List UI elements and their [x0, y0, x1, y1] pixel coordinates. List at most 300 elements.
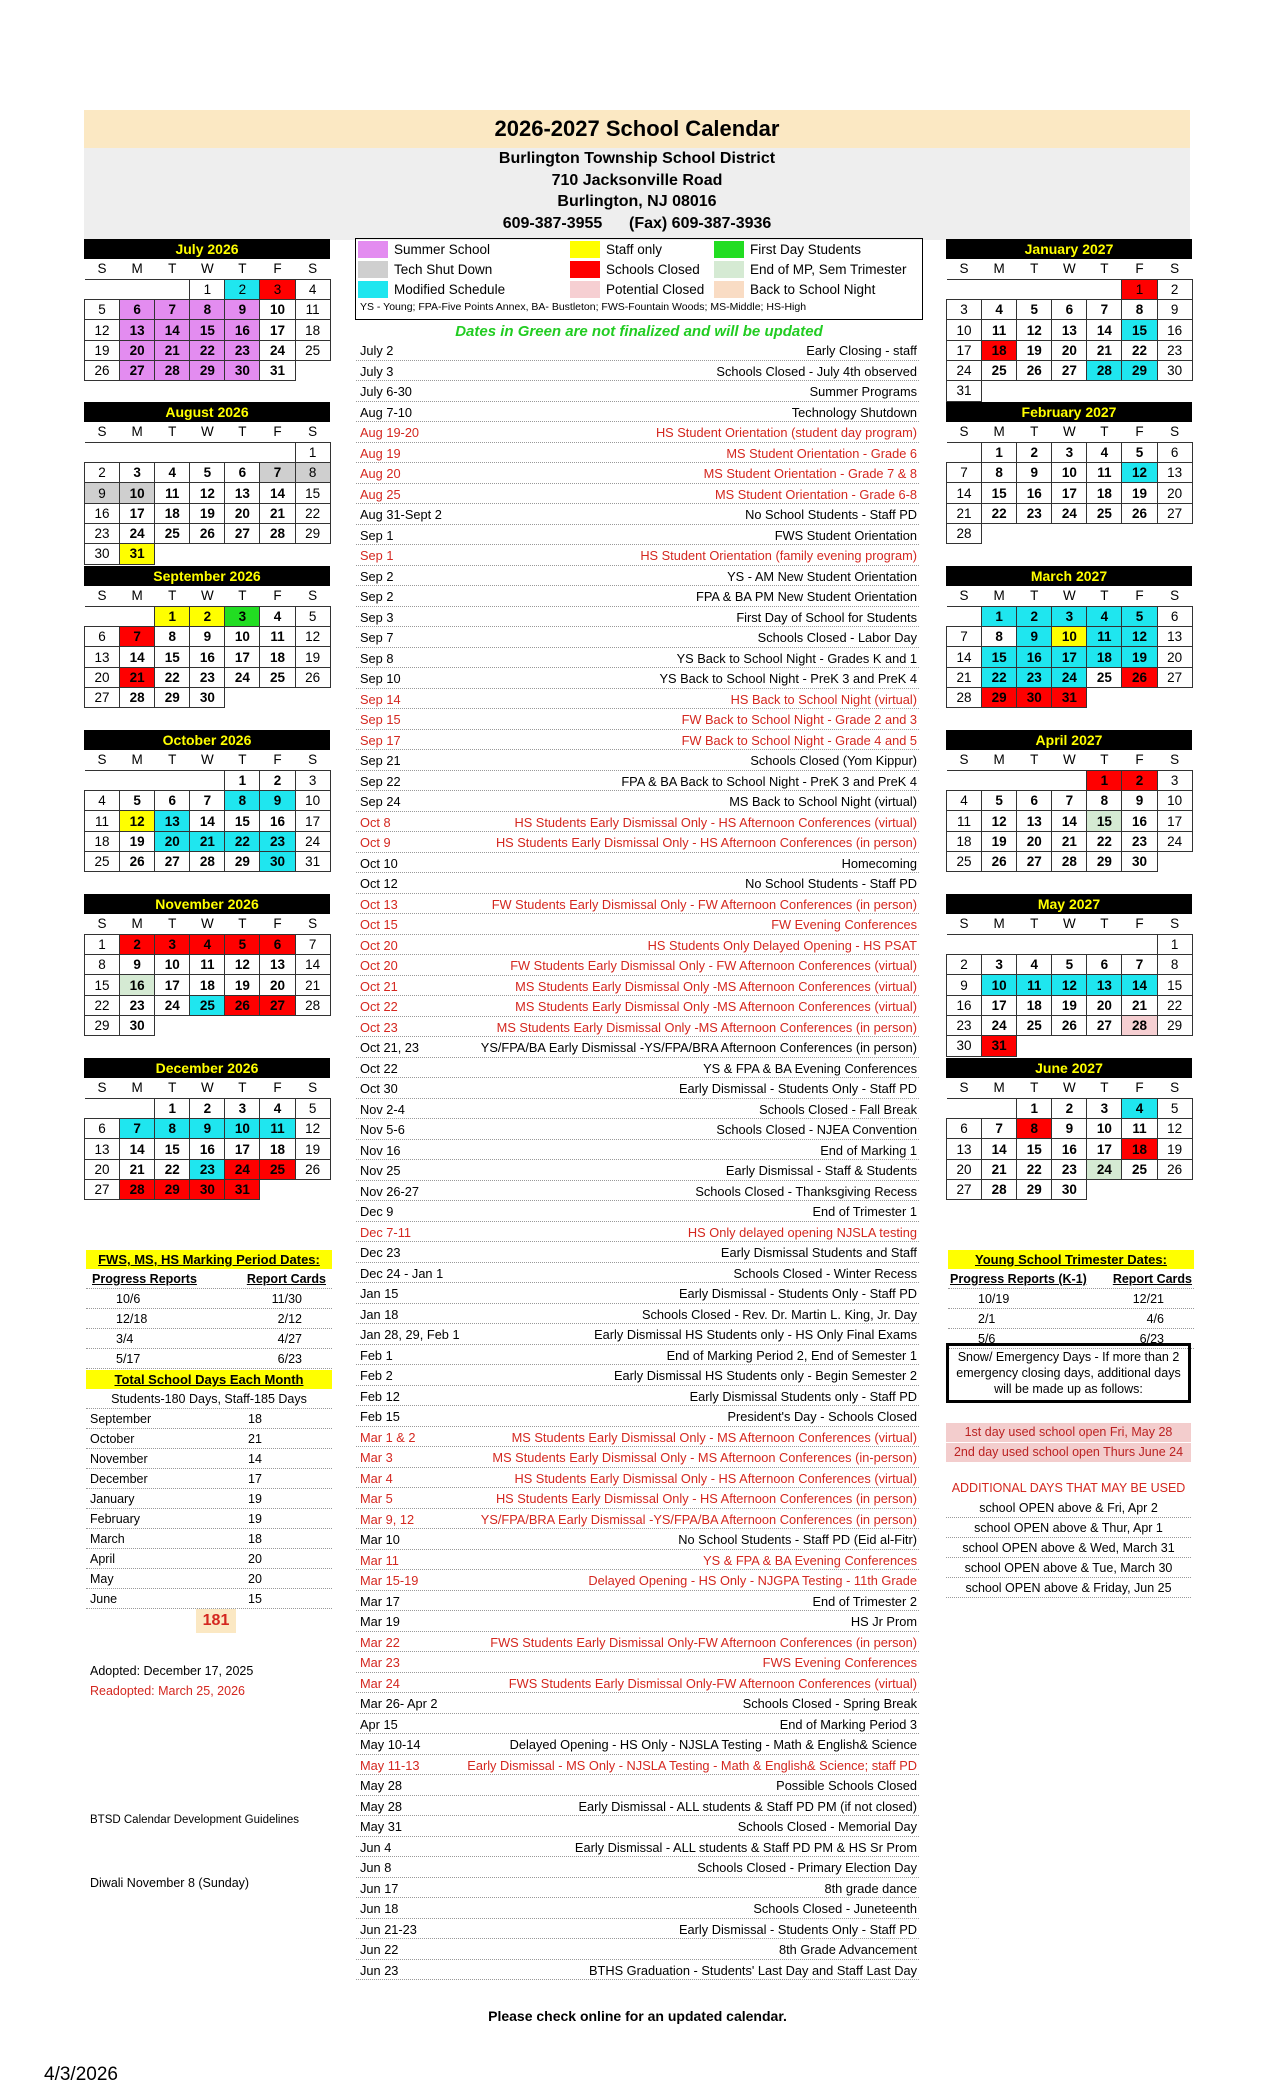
event-row	[356, 1775, 919, 1796]
event-desc: Early Dismissal - ALL students & Staff PD PM (if not closed)	[578, 1798, 917, 1814]
event-row	[356, 1365, 919, 1386]
calendar-day: 11	[85, 811, 120, 831]
calendar-day: 24	[225, 667, 260, 687]
young-title: Young School Trimester Dates:	[948, 1250, 1194, 1269]
weekday-header: F	[260, 750, 295, 770]
event-row	[356, 1816, 919, 1837]
calendar-day: 13	[260, 955, 295, 975]
weekday-header: T	[225, 422, 260, 442]
event-row	[356, 1611, 919, 1632]
address-line-1: 710 Jacksonville Road	[551, 171, 723, 189]
event-desc: FWS Students Early Dismissal Only-FW Afternoon Conferences (in person)	[490, 1634, 917, 1650]
event-row	[356, 689, 919, 710]
event-row	[356, 996, 919, 1017]
event-row	[356, 361, 919, 382]
event-date: Nov 25	[360, 1163, 401, 1178]
cell: 20	[248, 1572, 262, 1586]
calendar-day: 24	[225, 1159, 260, 1179]
weekday-header: S	[1157, 259, 1192, 279]
calendar-day: 16	[190, 1139, 225, 1159]
weekday-header: W	[1052, 750, 1087, 770]
calendar-day: 25	[295, 340, 330, 360]
month-calendar-mar	[946, 566, 1192, 708]
calendar-day: 5	[1052, 955, 1087, 975]
table-row	[86, 1349, 332, 1369]
weekday-header: M	[982, 1078, 1017, 1098]
calendar-day: 25	[1017, 1015, 1052, 1035]
weekday-header: T	[225, 914, 260, 934]
event-date: Mar 22	[360, 1634, 400, 1650]
calendar-day: 9	[947, 975, 982, 995]
event-row	[356, 1160, 919, 1181]
calendar-day: 23	[1017, 667, 1052, 687]
calendar-day: 9	[1017, 463, 1052, 483]
calendar-day: 12	[295, 1119, 330, 1139]
event-desc: MS Student Orientation - Grade 6-8	[714, 486, 917, 502]
event-date: Nov 2-4	[360, 1101, 405, 1117]
event-desc: HS Jr Prom	[850, 1614, 917, 1629]
calendar-day: 22	[1157, 995, 1192, 1015]
event-desc: MS Students Early Dismissal Only -MS Afternoon Conferences (in person)	[496, 1019, 917, 1035]
calendar-day: 21	[295, 975, 330, 995]
event-date: Jun 22	[360, 1942, 399, 1957]
calendar-day: 15	[1157, 975, 1192, 995]
weekday-header: M	[982, 259, 1017, 279]
calendar-day: 6	[120, 300, 155, 320]
calendar-day: 2	[1017, 606, 1052, 626]
calendar-day: 5	[225, 934, 260, 954]
event-desc: Delayed Opening - HS Only - NJSLA Testing - Math & English& Science	[509, 1737, 917, 1752]
calendar-day: 3	[1052, 606, 1087, 626]
calendar-day: 21	[190, 831, 225, 851]
event-date: Mar 9, 12	[360, 1511, 415, 1527]
event-desc: Early Dismissal Students and Staff	[720, 1245, 917, 1260]
calendar-day: 31	[1052, 687, 1087, 707]
calendar-day: 20	[155, 831, 190, 851]
cell: December	[90, 1472, 148, 1486]
event-desc: HS Back to School Night (virtual)	[730, 691, 917, 707]
calendar-day: 30	[190, 687, 225, 707]
event-date: Sep 15	[360, 712, 401, 727]
calendar-day: 29	[225, 851, 260, 871]
weekday-header: S	[295, 259, 330, 279]
calendar-day: 3	[295, 770, 330, 790]
calendar-day: 16	[260, 811, 295, 831]
calendar-day: 3	[155, 934, 190, 954]
calendar-day: 9	[120, 955, 155, 975]
calendar-day: 10	[1087, 1119, 1122, 1139]
calendar-day: 23	[1122, 831, 1157, 851]
calendar-day: 20	[947, 1159, 982, 1179]
calendar-day: 3	[225, 606, 260, 626]
event-date: Jun 18	[360, 1901, 399, 1916]
event-row	[356, 1796, 919, 1817]
event-desc: MS Students Early Dismissal Only -MS Afternoon Conferences (virtual)	[515, 999, 917, 1014]
event-row	[356, 1201, 919, 1222]
weekday-header: T	[1017, 1078, 1052, 1098]
event-desc: 8th Grade Advancement	[778, 1942, 917, 1957]
calendar-day: 13	[1157, 463, 1192, 483]
calendar-day: 18	[947, 831, 982, 851]
cell: 12/18	[116, 1312, 148, 1326]
event-date: Jun 8	[360, 1860, 392, 1875]
table-row	[86, 1529, 332, 1549]
legend-btsn: Back to School Night	[714, 281, 875, 299]
event-date: Mar 15-19	[360, 1573, 419, 1588]
event-date: Oct 20	[360, 958, 398, 973]
calendar-day: 27	[1157, 667, 1192, 687]
cell: 11/30	[271, 1292, 302, 1306]
calendar-day: 22	[295, 503, 330, 523]
cell: 19	[248, 1512, 262, 1526]
calendar-day: 21	[982, 1159, 1017, 1179]
days-title: Total School Days Each Month	[86, 1370, 332, 1389]
guidelines: BTSD Calendar Development Guidelines	[90, 1814, 300, 1826]
calendar-day: 14	[1052, 811, 1087, 831]
calendar-day: 20	[225, 503, 260, 523]
event-row	[356, 1837, 919, 1858]
calendar-day: 29	[155, 1179, 190, 1199]
calendar-day: 16	[1017, 483, 1052, 503]
weekday-header: S	[295, 586, 330, 606]
weekday-header: S	[947, 422, 982, 442]
weekday-header: S	[947, 750, 982, 770]
weekday-header: F	[1122, 914, 1157, 934]
table-row	[86, 1449, 332, 1469]
event-desc: YS/FPA/BA Early Dismissal -YS/FPA/BRA Afternoon Conferences (in person)	[480, 1040, 917, 1055]
event-date: Oct 12	[360, 876, 398, 891]
event-row	[356, 668, 919, 689]
calendar-day: 11	[982, 320, 1017, 340]
table-row	[86, 1289, 332, 1309]
calendar-day: 19	[1122, 647, 1157, 667]
event-desc: FWS Students Early Dismissal Only-FW Afternoon Conferences (virtual)	[508, 1675, 917, 1691]
event-row	[356, 1058, 919, 1079]
cell: 14	[248, 1452, 262, 1466]
month-title: April 2027	[946, 730, 1192, 750]
snow-day-1: 1st day used school open Fri, May 28	[946, 1423, 1191, 1442]
weekday-header: S	[947, 1078, 982, 1098]
event-row	[356, 443, 919, 464]
calendar-day: 11	[1017, 975, 1052, 995]
event-date: July 2	[360, 343, 394, 358]
event-desc: MS Students Early Dismissal Only - MS Afternoon Conferences (in-person)	[492, 1450, 917, 1465]
calendar-day: 21	[947, 503, 982, 523]
calendar-day: 12	[225, 955, 260, 975]
event-date: Oct 9	[360, 835, 391, 850]
event-row	[356, 812, 919, 833]
calendar-day: 4	[155, 463, 190, 483]
event-date: Mar 17	[360, 1593, 400, 1609]
calendar-day: 9	[1052, 1119, 1087, 1139]
calendar-day: 11	[1087, 627, 1122, 647]
calendar-day: 18	[1122, 1139, 1157, 1159]
calendar-day: 8	[1087, 791, 1122, 811]
calendar-day: 24	[1087, 1159, 1122, 1179]
calendar-day: 1	[85, 934, 120, 954]
calendar-day: 22	[85, 995, 120, 1015]
calendar-day: 21	[1052, 831, 1087, 851]
calendar-day: 1	[1087, 770, 1122, 790]
calendar-day: 5	[982, 791, 1017, 811]
calendar-day: 24	[1052, 667, 1087, 687]
calendar-day: 31	[260, 360, 295, 380]
event-desc: Schools Closed - NJEA Convention	[716, 1122, 917, 1137]
calendar-day: 9	[1122, 791, 1157, 811]
calendar-day: 23	[120, 995, 155, 1015]
weekday-header: F	[1122, 259, 1157, 279]
event-date: Feb 2	[360, 1368, 393, 1383]
cell: November	[90, 1452, 148, 1466]
event-date: Oct 10	[360, 855, 398, 871]
calendar-day: 22	[1087, 831, 1122, 851]
event-date: Mar 26- Apr 2	[360, 1696, 438, 1711]
calendar-day: 23	[225, 340, 260, 360]
month-calendar-oct	[84, 730, 330, 872]
cell: April	[90, 1552, 116, 1566]
event-desc: Technology Shutdown	[791, 404, 917, 420]
calendar-day: 29	[155, 687, 190, 707]
calendar-day: 15	[1017, 1139, 1052, 1159]
cell: 10/19	[978, 1292, 1010, 1306]
calendar-day: 26	[190, 523, 225, 543]
weekday-header: T	[1087, 422, 1122, 442]
calendar-day: 20	[1157, 647, 1192, 667]
event-date: Sep 14	[360, 691, 401, 707]
weekday-header: F	[1122, 750, 1157, 770]
table-row	[86, 1309, 332, 1329]
calendar-day: 27	[155, 851, 190, 871]
calendar-day: 31	[120, 544, 155, 564]
calendar-day: 24	[295, 831, 330, 851]
calendar-day: 7	[295, 934, 330, 954]
table-row	[86, 1329, 332, 1349]
event-row	[356, 607, 919, 628]
event-row	[356, 1960, 919, 1981]
weekday-header: W	[190, 750, 225, 770]
weekday-header: M	[120, 750, 155, 770]
cell: 3/4	[116, 1332, 134, 1346]
calendar-day: 16	[85, 503, 120, 523]
calendar-day: 14	[982, 1139, 1017, 1159]
cell: June	[90, 1592, 118, 1606]
event-date: May 31	[360, 1819, 402, 1834]
event-row	[356, 1263, 919, 1284]
calendar-day: 27	[947, 1179, 982, 1199]
calendar-day: 4	[1122, 1098, 1157, 1118]
calendar-day: 19	[1157, 1139, 1192, 1159]
event-desc: Early Dismissal - Students Only - Staff PD	[679, 1081, 917, 1096]
calendar-day: 20	[1157, 483, 1192, 503]
calendar-day: 7	[120, 1119, 155, 1139]
calendar-day: 23	[190, 1159, 225, 1179]
event-desc: Early Closing - staff	[806, 343, 917, 358]
event-date: Sep 2	[360, 589, 394, 604]
readopted: Readopted: March 25, 2026	[90, 1684, 245, 1698]
calendar-day: 16	[225, 320, 260, 340]
calendar-day: 3	[1157, 770, 1192, 790]
calendar-day: 21	[1122, 995, 1157, 1015]
event-date: Sep 8	[360, 650, 394, 666]
event-date: Dec 24 - Jan 1	[360, 1265, 444, 1281]
calendar-day: 17	[1052, 483, 1087, 503]
event-date: Feb 12	[360, 1388, 400, 1404]
event-date: Aug 19-20	[360, 425, 420, 440]
calendar-day: 11	[155, 483, 190, 503]
weekday-header: S	[295, 914, 330, 934]
legend-footnote: YS - Young; FPA-Five Points Annex, BA- Bustleton; FWS-Fountain Woods; MS-Middle; HS-High	[360, 301, 807, 313]
event-desc: Schools Closed - July 4th observed	[716, 363, 917, 379]
calendar-day: 19	[225, 975, 260, 995]
event-date: Jan 28, 29, Feb 1	[360, 1327, 460, 1342]
weekday-header: T	[155, 914, 190, 934]
cell: 4/6	[1146, 1312, 1164, 1326]
calendar-day: 18	[155, 503, 190, 523]
event-row	[356, 586, 919, 607]
event-row	[356, 525, 919, 546]
cell: January	[90, 1492, 135, 1506]
calendar-day: 2	[260, 770, 295, 790]
calendar-day: 29	[1087, 851, 1122, 871]
calendar-day: 21	[155, 340, 190, 360]
event-date: Aug 20	[360, 466, 401, 481]
event-row	[356, 545, 919, 566]
calendar-day: 28	[947, 523, 982, 543]
event-row	[356, 1037, 919, 1058]
weekday-header: S	[295, 422, 330, 442]
calendar-day: 13	[85, 1139, 120, 1159]
weekday-header: F	[1122, 422, 1157, 442]
event-desc: 8th grade dance	[824, 1880, 917, 1896]
calendar-day: 6	[85, 627, 120, 647]
event-desc: BTHS Graduation - Students' Last Day and Staff Last Day	[589, 1962, 917, 1978]
calendar-day: 2	[190, 606, 225, 626]
calendar-day: 12	[85, 320, 120, 340]
calendar-day: 17	[155, 975, 190, 995]
calendar-day: 18	[1017, 995, 1052, 1015]
event-date: Sep 7	[360, 630, 394, 645]
event-row	[356, 1283, 919, 1304]
calendar-day: 27	[85, 1179, 120, 1199]
calendar-day: 27	[120, 360, 155, 380]
event-desc: HS Only delayed opening NJSLA testing	[687, 1224, 917, 1240]
calendar-day: 1	[225, 770, 260, 790]
event-row	[356, 1078, 919, 1099]
calendar-day: 13	[155, 811, 190, 831]
calendar-day: 16	[190, 647, 225, 667]
marking-period-table	[86, 1250, 332, 1633]
calendar-day: 3	[947, 300, 982, 320]
calendar-day: 20	[120, 340, 155, 360]
weekday-header: W	[190, 259, 225, 279]
cell: 2/1	[978, 1312, 996, 1326]
young-col1: Progress Reports (K-1)	[950, 1272, 1087, 1286]
event-desc: Early Dismissal - MS Only - NJSLA Testing - Math & English& Science; staff PD	[467, 1757, 917, 1773]
calendar-day: 9	[85, 483, 120, 503]
event-row	[356, 402, 919, 423]
calendar-day: 12	[1052, 975, 1087, 995]
event-row	[356, 1591, 919, 1612]
calendar-day: 4	[1087, 606, 1122, 626]
event-date: Oct 21, 23	[360, 1040, 420, 1055]
calendar-day: 4	[260, 606, 295, 626]
weekday-header: T	[1087, 1078, 1122, 1098]
event-date: Aug 25	[360, 486, 401, 502]
calendar-day: 10	[295, 791, 330, 811]
weekday-header: S	[1157, 1078, 1192, 1098]
event-date: Sep 1	[360, 548, 394, 563]
event-desc: FPA & BA Back to School Night - PreK 3 and PreK 4	[621, 773, 917, 789]
event-row	[356, 1468, 919, 1489]
weekday-header: W	[1052, 586, 1087, 606]
event-desc: YS/FPA/BRA Early Dismissal -YS/FPA/BA Afternoon Conferences (in person)	[480, 1511, 917, 1527]
event-desc: Summer Programs	[809, 384, 917, 399]
event-desc: Early Dismissal Students only - Staff PD	[689, 1388, 917, 1404]
event-date: Mar 1 & 2	[360, 1429, 416, 1445]
cell: 10/6	[116, 1292, 141, 1306]
calendar-day: 17	[295, 811, 330, 831]
event-row	[356, 1550, 919, 1571]
event-desc: Early Dismissal HS Students only - HS Only Final Exams	[594, 1327, 917, 1342]
calendar-day: 17	[1052, 647, 1087, 667]
calendar-day: 6	[225, 463, 260, 483]
calendar-day: 9	[1157, 300, 1192, 320]
event-row	[356, 648, 919, 669]
month-calendar-jun	[946, 1058, 1192, 1200]
calendar-day: 19	[1122, 483, 1157, 503]
calendar-day: 24	[120, 523, 155, 543]
calendar-day: 4	[260, 1098, 295, 1118]
calendar-day: 18	[1087, 483, 1122, 503]
please-check-note: Please check online for an updated calendar.	[488, 2008, 787, 2024]
calendar-day: 19	[1052, 995, 1087, 1015]
calendar-day: 4	[982, 300, 1017, 320]
event-date: Sep 1	[360, 527, 394, 543]
calendar-day: 18	[982, 340, 1017, 360]
event-row	[356, 730, 919, 751]
event-row	[356, 504, 919, 525]
event-row	[356, 627, 919, 648]
calendar-day: 25	[190, 995, 225, 1015]
event-row	[356, 955, 919, 976]
event-date: Mar 23	[360, 1655, 400, 1670]
legend-potential: Potential Closed	[570, 281, 704, 299]
calendar-day: 3	[1087, 1098, 1122, 1118]
event-desc: YS - AM New Student Orientation	[727, 568, 917, 584]
calendar-day: 26	[1157, 1159, 1192, 1179]
event-desc: YS & FPA & BA Evening Conferences	[703, 1552, 917, 1568]
weekday-header: S	[947, 914, 982, 934]
event-date: Jan 18	[360, 1306, 399, 1322]
calendar-day: 7	[155, 300, 190, 320]
cell: 4/27	[277, 1332, 302, 1346]
cell: September	[90, 1412, 152, 1426]
event-desc: FW Students Early Dismissal Only - FW Afternoon Conferences (in person)	[491, 896, 917, 912]
calendar-day: 17	[1157, 811, 1192, 831]
weekday-header: S	[85, 1078, 120, 1098]
legend-first: First Day Students	[714, 241, 861, 259]
weekday-header: M	[120, 1078, 155, 1098]
event-row	[356, 894, 919, 915]
event-date: Jun 4	[360, 1839, 392, 1855]
event-row	[356, 1529, 919, 1550]
additional-row: school OPEN above & Tue, March 30	[946, 1558, 1191, 1578]
calendar-day: 6	[155, 791, 190, 811]
weekday-header: M	[120, 422, 155, 442]
calendar-day: 2	[1017, 442, 1052, 462]
calendar-day: 13	[225, 483, 260, 503]
legend-closed: Schools Closed	[570, 261, 700, 279]
